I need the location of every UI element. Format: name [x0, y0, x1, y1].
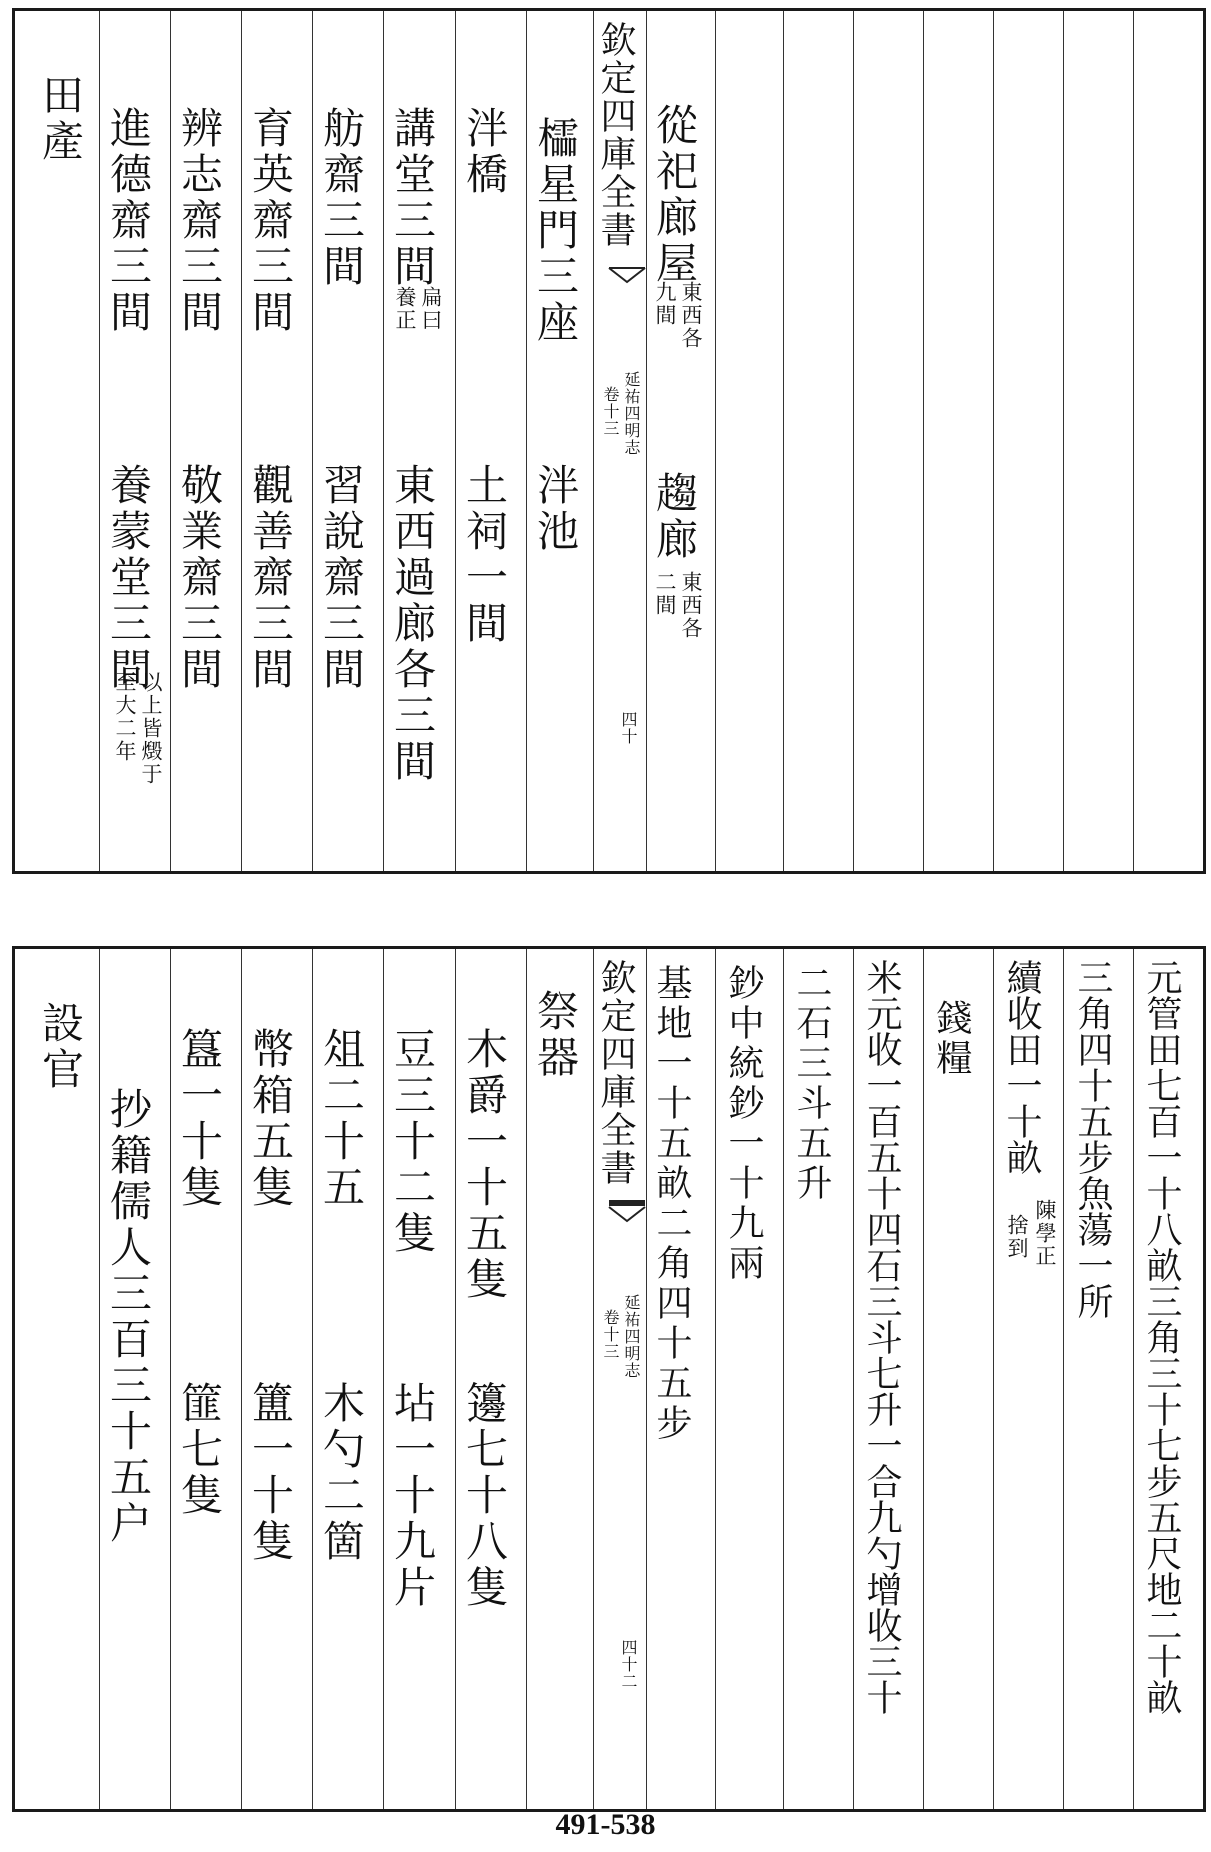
header-volume-bottom: 卷十三: [601, 1309, 620, 1360]
text-left-col-3a: 豆三十二隻: [388, 1027, 437, 1257]
text-col-8b: 養蒙堂三間: [104, 463, 153, 693]
text-right-col-1: 元管田七百一十八畝三角三十七步五尺地二十畝: [1141, 959, 1182, 1715]
text-left-col-1: 祭器: [531, 989, 580, 1081]
text-col-9a: 田產: [36, 73, 85, 165]
note-col-4a-l: 養正: [393, 286, 417, 332]
text-left-col-4a: 俎二十五: [317, 1027, 366, 1211]
header-title-bottom: 欽定四庫全書: [595, 959, 636, 1187]
note-col-1b-r: 東西各: [679, 571, 703, 640]
text-col-1b: 趨廊: [650, 471, 699, 563]
header-folio-bottom: 四十二: [619, 1639, 638, 1690]
text-right-col-7: 鈔中統鈔一十九兩: [723, 964, 764, 1284]
text-left-col-7a: 抄籍儒人三百三十五户: [104, 1087, 153, 1547]
text-col-3b: 土祠一間: [460, 463, 509, 647]
note-col-8b-l: 至大二年: [113, 671, 137, 763]
text-col-4a: 講堂三間: [388, 106, 437, 290]
header-book-bottom: 延祐四明志: [622, 1294, 641, 1379]
text-left-col-5b: 簠一十隻: [246, 1381, 295, 1565]
text-col-5a: 舫齋三間: [317, 106, 366, 290]
fish-tail-icon-bottom: [599, 1199, 655, 1229]
text-col-5b: 習說齋三間: [317, 463, 366, 693]
text-left-col-6b: 篚七隻: [175, 1381, 224, 1519]
text-col-6b: 觀善齋三間: [246, 463, 295, 693]
header-book: 延祐四明志: [622, 371, 641, 456]
text-left-col-3b: 坫一十九片: [388, 1381, 437, 1611]
text-left-col-2a: 木爵一十五隻: [460, 1027, 509, 1303]
text-left-col-4b: 木勺二箇: [317, 1381, 366, 1565]
text-col-1a: 從祀廊屋: [650, 103, 699, 287]
text-col-4b: 東西過廊各三間: [388, 463, 437, 785]
note-right-col-3-l: 捨到: [1005, 1214, 1029, 1260]
header-volume: 卷十三: [601, 386, 620, 437]
note-col-8b-r: 以上皆燬于: [139, 671, 163, 786]
note-col-1b-l: 二間: [653, 571, 677, 617]
header-folio: 四十: [619, 711, 638, 745]
text-col-7b: 敬業齋三間: [175, 463, 224, 693]
text-left-col-8: 設官: [36, 1001, 85, 1093]
text-col-6a: 育英齋三間: [246, 106, 295, 336]
header-title: 欽定四庫全書: [595, 21, 636, 249]
text-col-7a: 辨志齋三間: [175, 106, 224, 336]
text-col-2a: 櫺星門三座: [531, 116, 580, 346]
note-col-1a-l: 九間: [653, 281, 677, 327]
note-col-4a-r: 扁曰: [419, 286, 443, 332]
bottom-page: [12, 946, 1206, 1812]
text-right-col-2: 三角四十五步魚蕩一所: [1072, 959, 1113, 1319]
fish-tail-icon: [599, 266, 655, 296]
text-right-col-4: 錢糧: [931, 999, 972, 1079]
text-col-8a: 進德齋三間: [104, 106, 153, 336]
text-left-col-5a: 幣箱五隻: [246, 1027, 295, 1211]
text-left-col-6a: 簋一十隻: [175, 1027, 224, 1211]
text-left-col-2b: 籩七十八隻: [460, 1381, 509, 1611]
page-number: 491-538: [555, 1808, 656, 1841]
text-right-col-3: 續收田一十畝: [1001, 959, 1042, 1175]
text-right-col-8: 基地一十五畝二角四十五步: [651, 964, 692, 1444]
top-page: [12, 8, 1206, 874]
text-right-col-5: 米元收一百五十四石三斗七升一合九勺增收三十: [861, 959, 902, 1715]
text-right-col-6: 二石三斗五升: [791, 964, 832, 1204]
text-col-3a: 泮橋: [460, 106, 509, 198]
text-col-2b: 泮池: [531, 463, 580, 555]
note-right-col-3-r: 陳學正: [1033, 1199, 1057, 1268]
note-col-1a-r: 東西各: [679, 281, 703, 350]
